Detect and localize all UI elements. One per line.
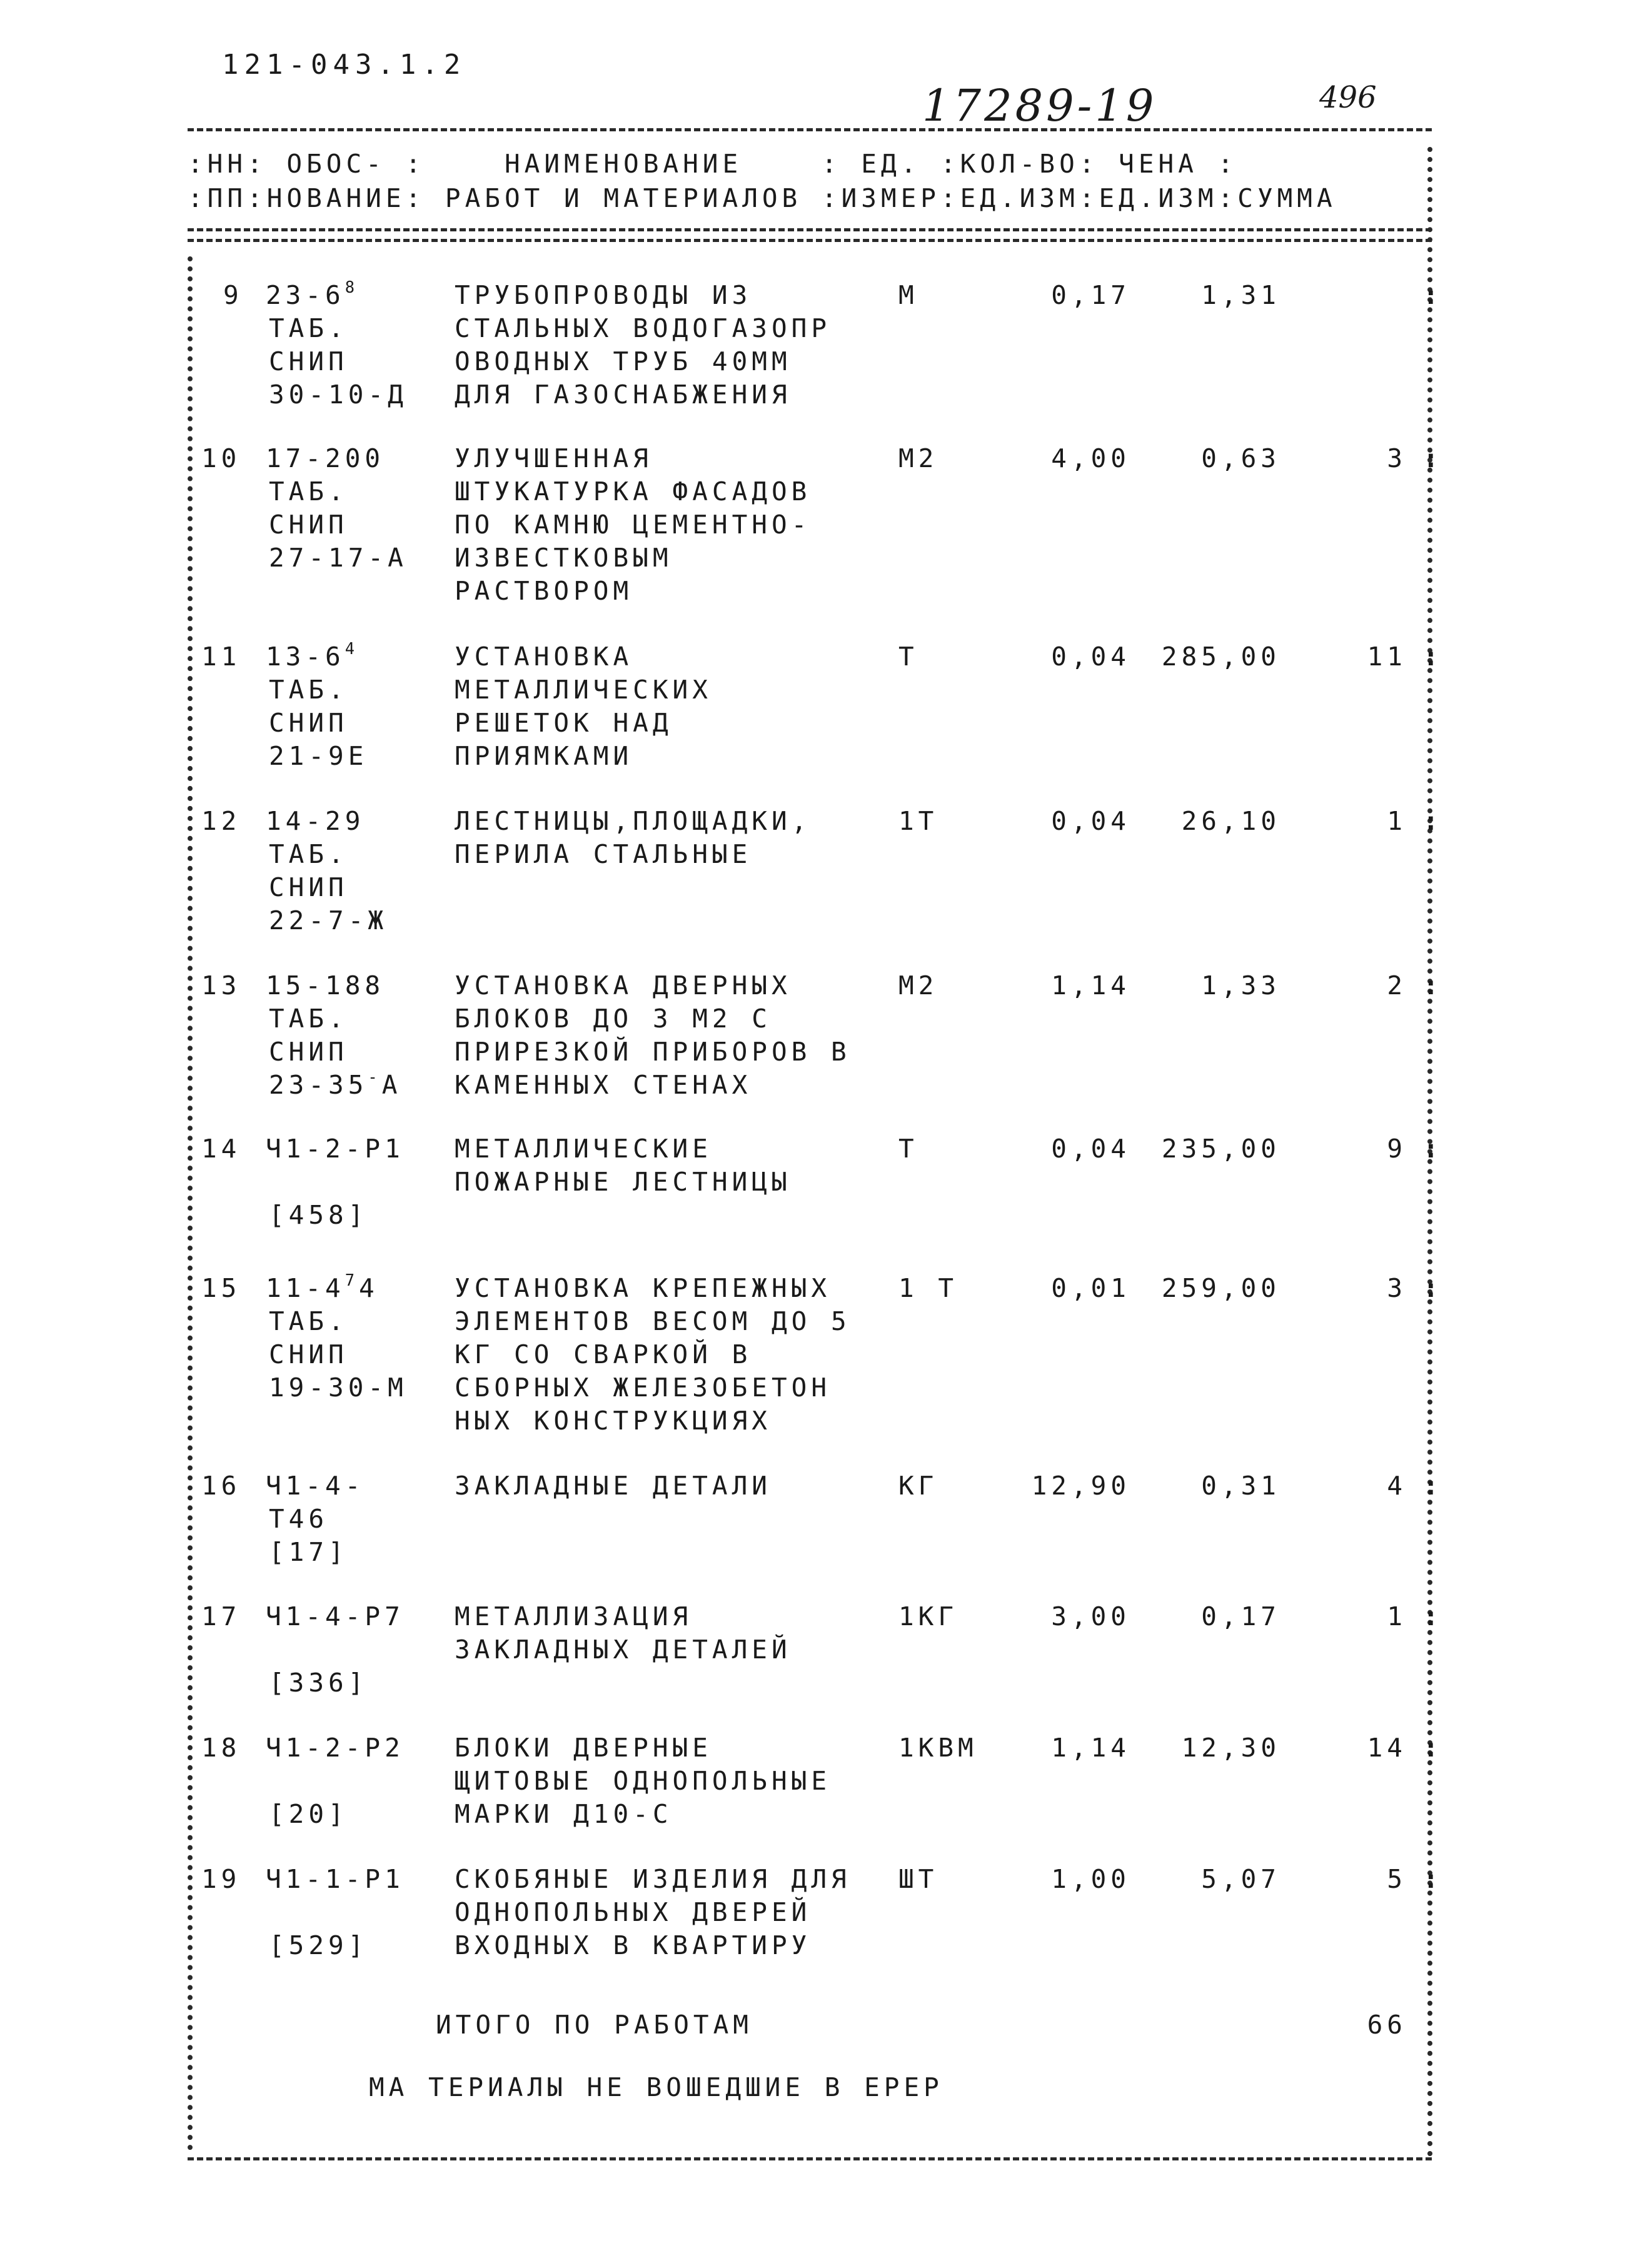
row-unit: М2 [898, 443, 938, 473]
row-divider-colon: : [1423, 1273, 1443, 1303]
row-name: ОДНОПОЛЬНЫХ ДВЕРЕЙ [455, 1897, 812, 1927]
left-border [188, 256, 193, 2151]
row-divider-colon: : [1423, 642, 1443, 672]
row-name: ТРУБОПРОВОДЫ ИЗ [455, 280, 752, 310]
row-divider-colon: : [1423, 443, 1443, 473]
row-basis: Ч1-1-Р1 [266, 1864, 405, 1894]
row-name: СБОРНЫХ ЖЕЛЕЗОБЕТОН [455, 1373, 831, 1403]
row-unit: ШТ [898, 1864, 938, 1894]
row-name: ЗАКЛАДНЫЕ ДЕТАЛИ [455, 1471, 772, 1501]
row-quantity: 4,00 [1051, 443, 1130, 473]
row-price: 12,30 [1181, 1733, 1280, 1763]
row-name: РАСТВОРОМ [455, 576, 633, 606]
row-basis: ТАБ. [269, 313, 348, 343]
row-name: ОВОДНЫХ ТРУБ 40ММ [455, 346, 792, 376]
row-basis: Т46 [269, 1504, 329, 1534]
row-name: ПО КАМНЮ ЦЕМЕНТНО- [455, 510, 812, 540]
row-basis: 30-10-Д [269, 380, 408, 410]
row-price: 285,00 [1161, 642, 1280, 672]
row-price: 0,31 [1201, 1471, 1280, 1501]
row-sum: 2 [1387, 970, 1407, 1000]
row-name: ПЕРИЛА СТАЛЬНЫЕ [455, 839, 752, 869]
row-price: 1,33 [1201, 970, 1280, 1000]
row-divider-colon: : [1423, 806, 1443, 836]
row-basis: ТАБ. [269, 1306, 348, 1336]
row-price: 1,31 [1201, 280, 1280, 310]
row-unit: 1КВМ [898, 1733, 978, 1763]
total-sum: 66 [1367, 2010, 1407, 2040]
total-label: ИТОГО ПО РАБОТАМ [436, 2010, 753, 2040]
row-quantity: 3,00 [1051, 1601, 1130, 1631]
row-quantity: 0,17 [1051, 280, 1130, 310]
row-quantity: 1,14 [1051, 1733, 1130, 1763]
row-basis: 27-17-А [269, 543, 408, 573]
row-name: ЛЕСТНИЦЫ,ПЛОЩАДКИ, [455, 806, 812, 836]
row-quantity: 0,04 [1051, 806, 1130, 836]
row-name: ИЗВЕСТКОВЫМ [455, 543, 673, 573]
row-name: КАМЕННЫХ СТЕНАХ [455, 1070, 752, 1100]
row-name: ПОЖАРНЫЕ ЛЕСТНИЦЫ [455, 1167, 792, 1197]
row-unit: 1Т [898, 806, 938, 836]
row-unit: 1КГ [898, 1601, 958, 1631]
row-basis: 17-200 [266, 443, 385, 473]
row-sum: 9 [1387, 1134, 1407, 1164]
row-quantity: 1,00 [1051, 1864, 1130, 1894]
row-number: 14 [201, 1134, 241, 1164]
row-basis: 14-29 [266, 806, 365, 836]
row-name: РЕШЕТОК НАД [455, 708, 673, 738]
row-price: 235,00 [1161, 1134, 1280, 1164]
row-number: 11 [201, 642, 241, 672]
row-name: КГ СО СВАРКОЙ В [455, 1339, 752, 1369]
row-name: БЛОКОВ ДО 3 М2 С [455, 1004, 772, 1034]
row-basis: СНИП [269, 346, 348, 376]
row-sum: 5 [1387, 1864, 1407, 1894]
row-sum: 4 [1387, 1471, 1407, 1501]
row-divider-colon: : [1423, 1471, 1443, 1501]
handwritten-number: 17289-19 [922, 80, 1157, 131]
row-basis: Ч1-4-Р7 [266, 1601, 405, 1631]
row-unit: КГ [898, 1471, 938, 1501]
row-basis: СНИП [269, 708, 348, 738]
row-name: НЫХ КОНСТРУКЦИЯХ [455, 1406, 772, 1436]
row-name: ВХОДНЫХ В КВАРТИРУ [455, 1930, 812, 1960]
row-sum: 14 [1367, 1733, 1407, 1763]
row-basis: Ч1-4- [266, 1471, 365, 1501]
row-basis: СНИП [269, 1339, 348, 1369]
row-sum: 3 [1387, 1273, 1407, 1303]
row-unit: 1 Т [898, 1273, 958, 1303]
row-basis: [458] [269, 1200, 368, 1230]
row-name: БЛОКИ ДВЕРНЫЕ [455, 1733, 712, 1763]
row-basis: 21-9Е [269, 741, 368, 771]
page-number: 496 [1319, 80, 1377, 115]
row-unit: Т [898, 1134, 918, 1164]
row-quantity: 1,14 [1051, 970, 1130, 1000]
document-code: 121-043.1.2 [222, 49, 466, 81]
row-unit: Т [898, 642, 918, 672]
row-number: 15 [201, 1273, 241, 1303]
row-name: МАРКИ Д10-С [455, 1799, 673, 1829]
row-price: 259,00 [1161, 1273, 1280, 1303]
row-name: ЗАКЛАДНЫХ ДЕТАЛЕЙ [455, 1635, 792, 1665]
row-price: 26,10 [1181, 806, 1280, 836]
row-quantity: 0,04 [1051, 642, 1130, 672]
row-unit: М2 [898, 970, 938, 1000]
row-sum: 3 [1387, 443, 1407, 473]
row-basis: 23-35-А [269, 1067, 402, 1100]
row-name: УЛУЧШЕННАЯ [455, 443, 653, 473]
row-basis: ТАБ. [269, 675, 348, 705]
header-rule-2 [188, 239, 1432, 242]
row-divider-colon: : [1423, 1601, 1443, 1631]
row-basis: 22-7-Ж [269, 905, 388, 935]
row-name: МЕТАЛЛИЗАЦИЯ [455, 1601, 693, 1631]
row-basis: СНИП [269, 1037, 348, 1067]
row-basis: ТАБ. [269, 839, 348, 869]
row-basis: СНИП [269, 510, 348, 540]
row-basis: 15-188 [266, 970, 385, 1000]
row-name: СКОБЯНЫЕ ИЗДЕЛИЯ ДЛЯ [455, 1864, 851, 1894]
header-rule [188, 228, 1432, 231]
row-name: ШТУКАТУРКА ФАСАДОВ [455, 476, 812, 507]
row-name: МЕТАЛЛИЧЕСКИЕ [455, 1134, 712, 1164]
row-divider-colon: : [1423, 970, 1443, 1000]
row-number: 19 [201, 1864, 241, 1894]
row-sum: 11 [1367, 642, 1407, 672]
row-price: 5,07 [1201, 1864, 1280, 1894]
row-number: 9 [223, 280, 243, 310]
row-basis: [17] [269, 1537, 348, 1567]
row-name: ЭЛЕМЕНТОВ ВЕСОМ ДО 5 [455, 1306, 851, 1336]
top-rule [188, 128, 1432, 131]
row-name: ПРИЯМКАМИ [455, 741, 633, 771]
bottom-rule [188, 2157, 1432, 2160]
row-price: 0,63 [1201, 443, 1280, 473]
row-quantity: 12,90 [1031, 1471, 1130, 1501]
row-name: ПРИРЕЗКОЙ ПРИБОРОВ В [455, 1037, 851, 1067]
row-basis: ТАБ. [269, 476, 348, 507]
row-number: 13 [201, 970, 241, 1000]
row-quantity: 0,01 [1051, 1273, 1130, 1303]
row-quantity: 0,04 [1051, 1134, 1130, 1164]
row-sum: 1 [1387, 806, 1407, 836]
row-name: УСТАНОВКА ДВЕРНЫХ [455, 970, 792, 1000]
materials-note: МА ТЕРИАЛЫ НЕ ВОШЕДШИЕ В ЕРЕР [369, 2072, 943, 2102]
row-divider-colon: : [1423, 1733, 1443, 1763]
row-name: ЩИТОВЫЕ ОДНОПОЛЬНЫЕ [455, 1766, 831, 1796]
row-basis: $13-6^4$ [266, 639, 360, 672]
row-price: 0,17 [1201, 1601, 1280, 1631]
row-number: 10 [201, 443, 241, 473]
row-name: УСТАНОВКА КРЕПЕЖНЫХ [455, 1273, 831, 1303]
table-header-line-1: :НН: ОБОС- : НАИМЕНОВАНИЕ : ЕД. :КОЛ-ВО: ЧЕНА : [188, 149, 1238, 179]
row-name: ДЛЯ ГАЗОСНАБЖЕНИЯ [455, 380, 792, 410]
row-number: 17 [201, 1601, 241, 1631]
row-basis: $11-4^74$ [266, 1271, 379, 1303]
row-sum: 1 [1387, 1601, 1407, 1631]
row-basis: СНИП [269, 872, 348, 902]
row-name: УСТАНОВКА [455, 642, 633, 672]
row-number: 12 [201, 806, 241, 836]
row-name: СТАЛЬНЫХ ВОДОГАЗОПР [455, 313, 831, 343]
row-divider-colon: : [1423, 1134, 1443, 1164]
row-number: 16 [201, 1471, 241, 1501]
table-header-line-2: :ПП:НОВАНИЕ: РАБОТ И МАТЕРИАЛОВ :ИЗМЕР:ЕД.ИЗМ:ЕД.ИЗМ:СУММА [188, 183, 1337, 213]
row-unit: М [898, 280, 918, 310]
row-basis: Ч1-2-Р1 [266, 1134, 405, 1164]
row-name: МЕТАЛЛИЧЕСКИХ [455, 675, 712, 705]
row-basis: ТАБ. [269, 1004, 348, 1034]
row-basis: [20] [269, 1799, 348, 1829]
row-basis: Ч1-2-Р2 [266, 1733, 405, 1763]
row-basis: $23-6^8$ [266, 278, 360, 310]
row-basis: [529] [269, 1930, 368, 1960]
row-divider-colon: : [1423, 1864, 1443, 1894]
row-basis: 19-30-М [269, 1373, 408, 1403]
row-divider-colon: : [1423, 280, 1443, 310]
row-number: 18 [201, 1733, 241, 1763]
row-basis: [336] [269, 1668, 368, 1698]
